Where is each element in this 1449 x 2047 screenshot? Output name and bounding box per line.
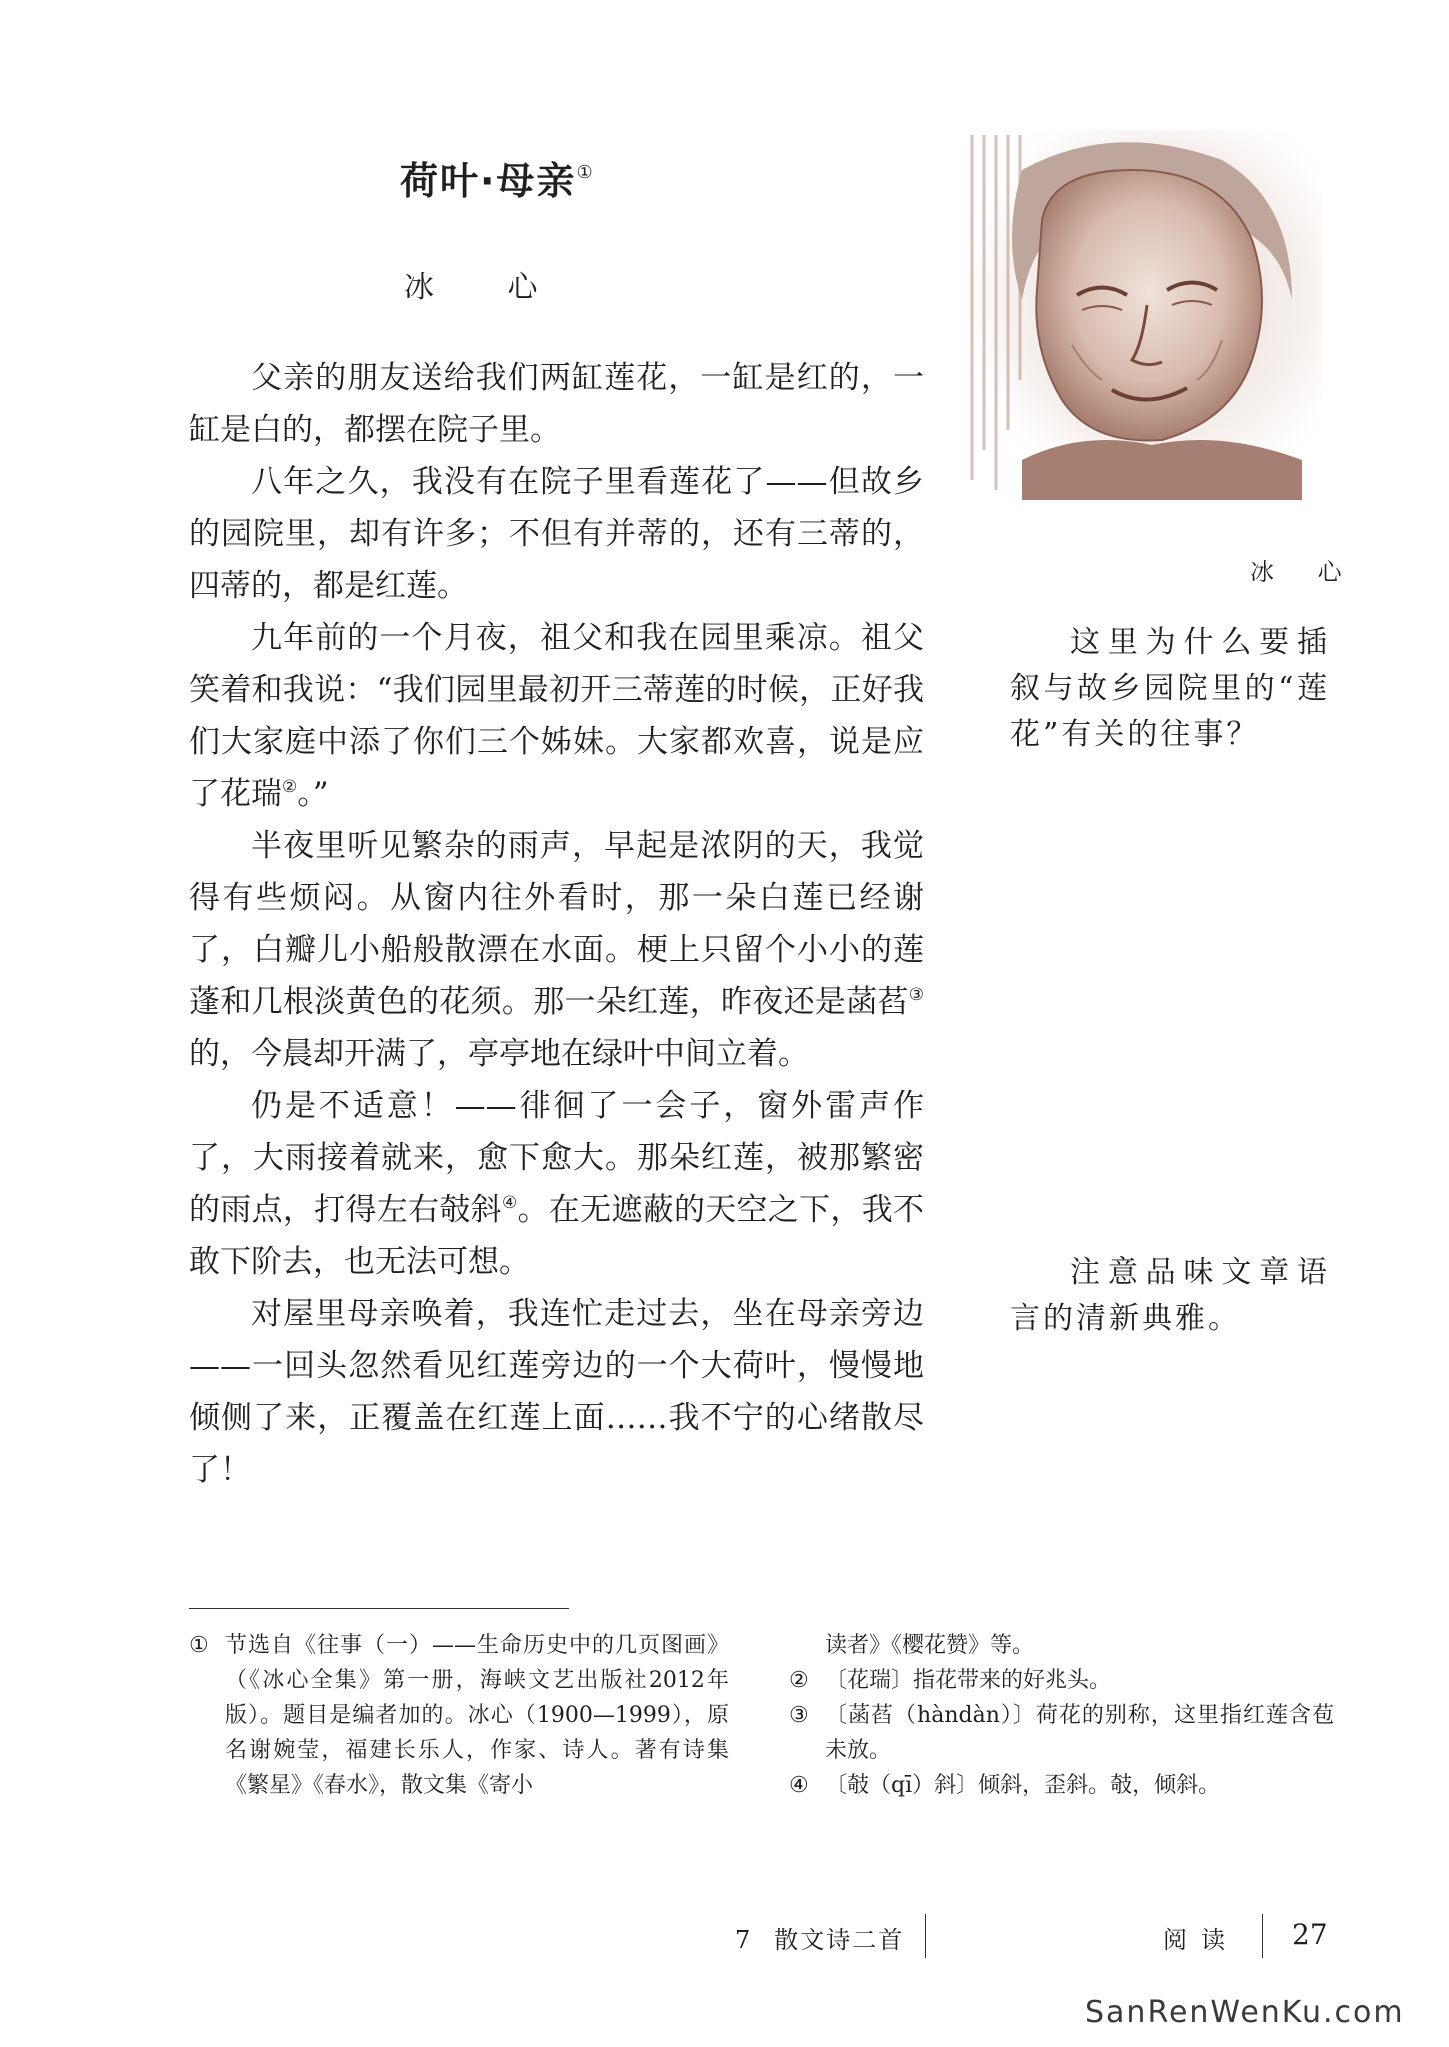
- margin-note-question: [1010, 620, 1330, 758]
- paragraph-text: 九年前的一个月夜，祖父和我在园里乘凉。祖父笑着和我说：“我们园里最初开三蒂莲的时候，正好我们大家庭中添了你们三个姊妹。大家都欢喜，说是应了花瑞: [189, 620, 924, 812]
- paragraph-text: 对屋里母亲唤着，我连忙走过去，坐在母亲旁边——一回头忽然看见红莲旁边的一个大荷叶，慢慢地倾侧了来，正覆盖在红莲上面……我不宁的心绪散尽了！: [189, 1296, 924, 1488]
- footnote-mark: ②: [282, 777, 298, 797]
- page-number: 27: [1292, 1918, 1328, 1951]
- article-title: [400, 150, 595, 205]
- footnote-1: [189, 1628, 729, 1803]
- footnote-text: 节选自《往事（一）——生命历史中的几页图画》（《冰心全集》第一册，海峡文艺出版社2012年版）。题目是编者加的。冰心（1900—1999），原名谢婉莹，福建长乐人，作家、诗人。著有诗集《繁星》《春水》，散文集《寄小: [225, 1633, 729, 1798]
- article-body: [189, 352, 924, 1496]
- paragraph-text: 。在无遮蔽的天空之下，我不敢下阶去，也无法可想。: [189, 1192, 925, 1280]
- footnote-1-continued: 读者》《樱花赞》等。: [825, 1633, 1035, 1658]
- portrait-caption: 冰 心: [1250, 558, 1360, 586]
- body-paragraph: [189, 456, 924, 612]
- footnote-number: ④: [789, 1773, 809, 1798]
- title-text: 荷叶·母亲: [400, 159, 577, 203]
- paragraph-text: 。”: [297, 776, 329, 812]
- title-footnote-mark: ①: [576, 162, 595, 183]
- paragraph-text: 半夜里听见繁杂的雨声，早起是浓阴的天，我觉得有些烦闷。从窗内往外看时，那一朵白莲已经谢了，白瓣儿小船般散漂在水面。梗上只留个小小的莲蓬和几根淡黄色的花须。那一朵红莲，昨夜还是菡萏: [189, 828, 924, 1020]
- body-paragraph: [189, 352, 924, 456]
- footnote-number: ③: [789, 1703, 809, 1728]
- footnote-number: ②: [789, 1668, 809, 1693]
- body-paragraph: [189, 1288, 924, 1496]
- author-portrait-image: [962, 130, 1322, 500]
- footer-chapter-title: 散文诗二首: [774, 1926, 905, 1954]
- page-footer: [0, 1920, 1449, 1960]
- footer-separator: [925, 1914, 926, 1958]
- footnote-text: 〔攲（qī）斜〕倾斜，歪斜。攲，倾斜。: [825, 1773, 1221, 1798]
- footnote-text: 〔菡萏（hàndàn）〕荷花的别称，这里指红莲含苞未放。: [825, 1703, 1334, 1763]
- margin-note-text: 注意品味文章语言的清新典雅。: [1010, 1255, 1330, 1336]
- footnote-2: [789, 1663, 1334, 1698]
- paragraph-text: 八年之久，我没有在院子里看莲花了——但故乡的园院里，却有许多；不但有并蒂的，还有三蒂的，四蒂的，都是红莲。: [189, 464, 924, 604]
- footer-chapter-number: 7: [735, 1926, 753, 1954]
- margin-note-text: 这里为什么要插叙与故乡园院里的“莲花”有关的往事？: [1010, 625, 1330, 752]
- footer-separator: [1262, 1914, 1263, 1958]
- footer-section: 阅读: [1163, 1926, 1239, 1954]
- paragraph-text: 的，今晨却开满了，亭亭地在绿叶中间立着。: [189, 1036, 809, 1072]
- footnotes-left-column: [189, 1628, 729, 1803]
- footnote-mark: ③: [908, 985, 924, 1005]
- footnote-number: ①: [189, 1633, 209, 1658]
- footnote-3: [789, 1698, 1334, 1768]
- footnote-text: 〔花瑞〕指花带来的好兆头。: [825, 1668, 1112, 1693]
- body-paragraph: [189, 820, 924, 1080]
- body-paragraph: [189, 612, 924, 820]
- footer-chapter: [735, 1920, 904, 1955]
- watermark: SanRenWenKu.com: [1085, 1995, 1405, 2030]
- article-author: 冰 心: [404, 270, 570, 305]
- paragraph-text: 仍是不适意！——徘徊了一会子，窗外雷声作了，大雨接着就来，愈下愈大。那朵红莲，被那繁密的雨点，打得左右攲斜: [189, 1088, 924, 1228]
- footnote-divider: [189, 1608, 569, 1609]
- paragraph-text: 父亲的朋友送给我们两缸莲花，一缸是红的，一缸是白的，都摆在院子里。: [189, 360, 924, 448]
- body-paragraph: [189, 1080, 924, 1288]
- footnotes-right-column: [789, 1628, 1334, 1803]
- footnote-4: [789, 1768, 1334, 1803]
- footnote-mark: ④: [501, 1193, 518, 1213]
- margin-note-language: [1010, 1250, 1330, 1342]
